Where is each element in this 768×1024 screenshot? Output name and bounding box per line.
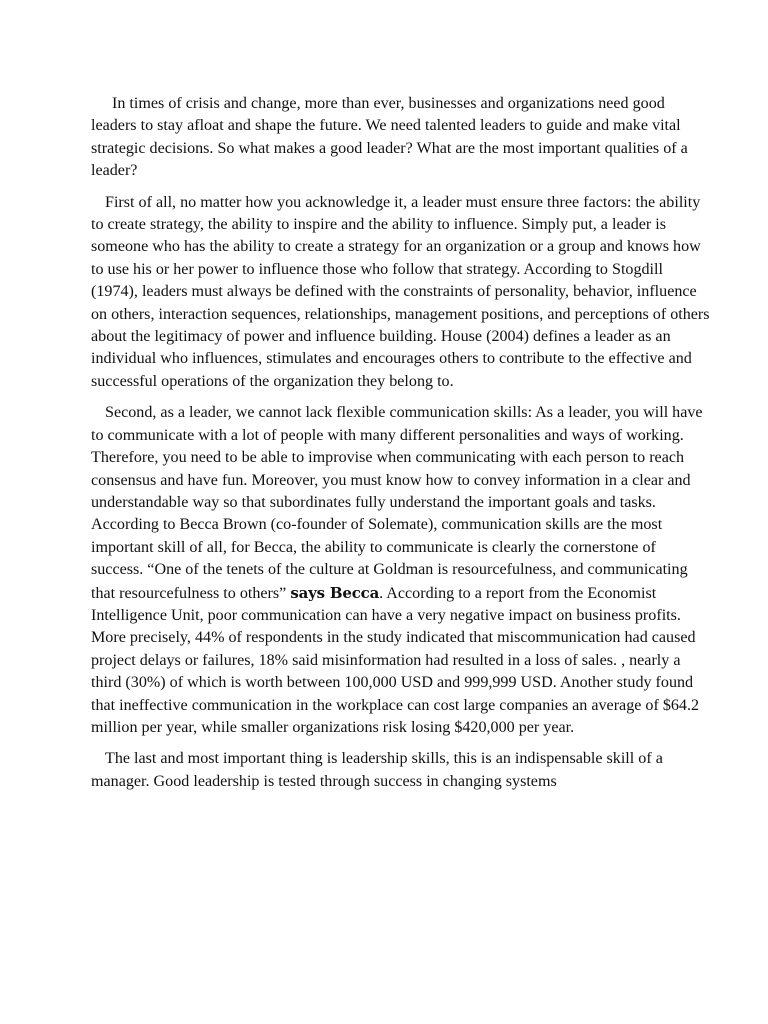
paragraph-second-point (91, 402, 711, 739)
paragraph-first-point: First of all, no matter how you acknowledge it, a leader must ensure three factors: the ability to create strategy, the ability to inspire and the ability to influence. Simply put, a leader is someone who has the ability to create a strategy for an organization or a group and knows how to use his or her power to influence those who follow that strategy. According to Stogdill (1974), leaders must always be defined with the constraints of personality, behavior, influence on others, interaction sequences, relationships, management positions, and perceptions of others about the legitimacy of power and influence building. House (2004) defines a leader as an individual who influences, stimulates and encourages others to contribute to the effective and successful operations of the organization they belong to. (91, 193, 710, 390)
paragraph-second-text-before: Second, as a leader, we cannot lack flexible communication skills: As a leader, you will have to communicate with a lot of people with many different personalities and ways of working. Therefore, you need to be able to improvise when communicating with each person to reach consensus and have fun. Moreover, you must know how to convey information in a clear and understandable way so that subordinates fully understand the important goals and tasks. According to Becca Brown (co-founder of Solemate), communication skills are the most important skill of all, for Becca, the ability to communicate is clearly the cornerstone of success. “One of the tenets of the culture at Goldman is resourcefulness, and communicating that resourcefulness to others” (91, 404, 703, 602)
paragraph-last-point: The last and most important thing is leadership skills, this is an indispensable skill of a manager. Good leadership is tested through success in changing systems (91, 750, 663, 790)
paragraph-intro: In times of crisis and change, more than ever, businesses and organizations need good leaders to stay afloat and shape the future. We need talented leaders to guide and make vital strategic decisions. So what makes a good leader? What are the most important qualities of a leader? (91, 95, 688, 180)
emphasis-says-becca: says Becca (290, 583, 380, 602)
document-page (91, 93, 711, 802)
paragraph-second-text-after: . According to a report from the Economist Intelligence Unit, poor communication can have a very negative impact on business profits. More precisely, 44% of respondents in the study indicated that miscommunication had caused project delays or failures, 18% said misinformation had resulted in a loss of sales. , nearly a third (30%) of which is worth between 100,000 USD and 999,999 USD. Another study found that ineffective communication in the workplace can cost large companies an average of $64.2 million per year, while smaller organizations risk losing $420,000 per year. (91, 584, 700, 736)
